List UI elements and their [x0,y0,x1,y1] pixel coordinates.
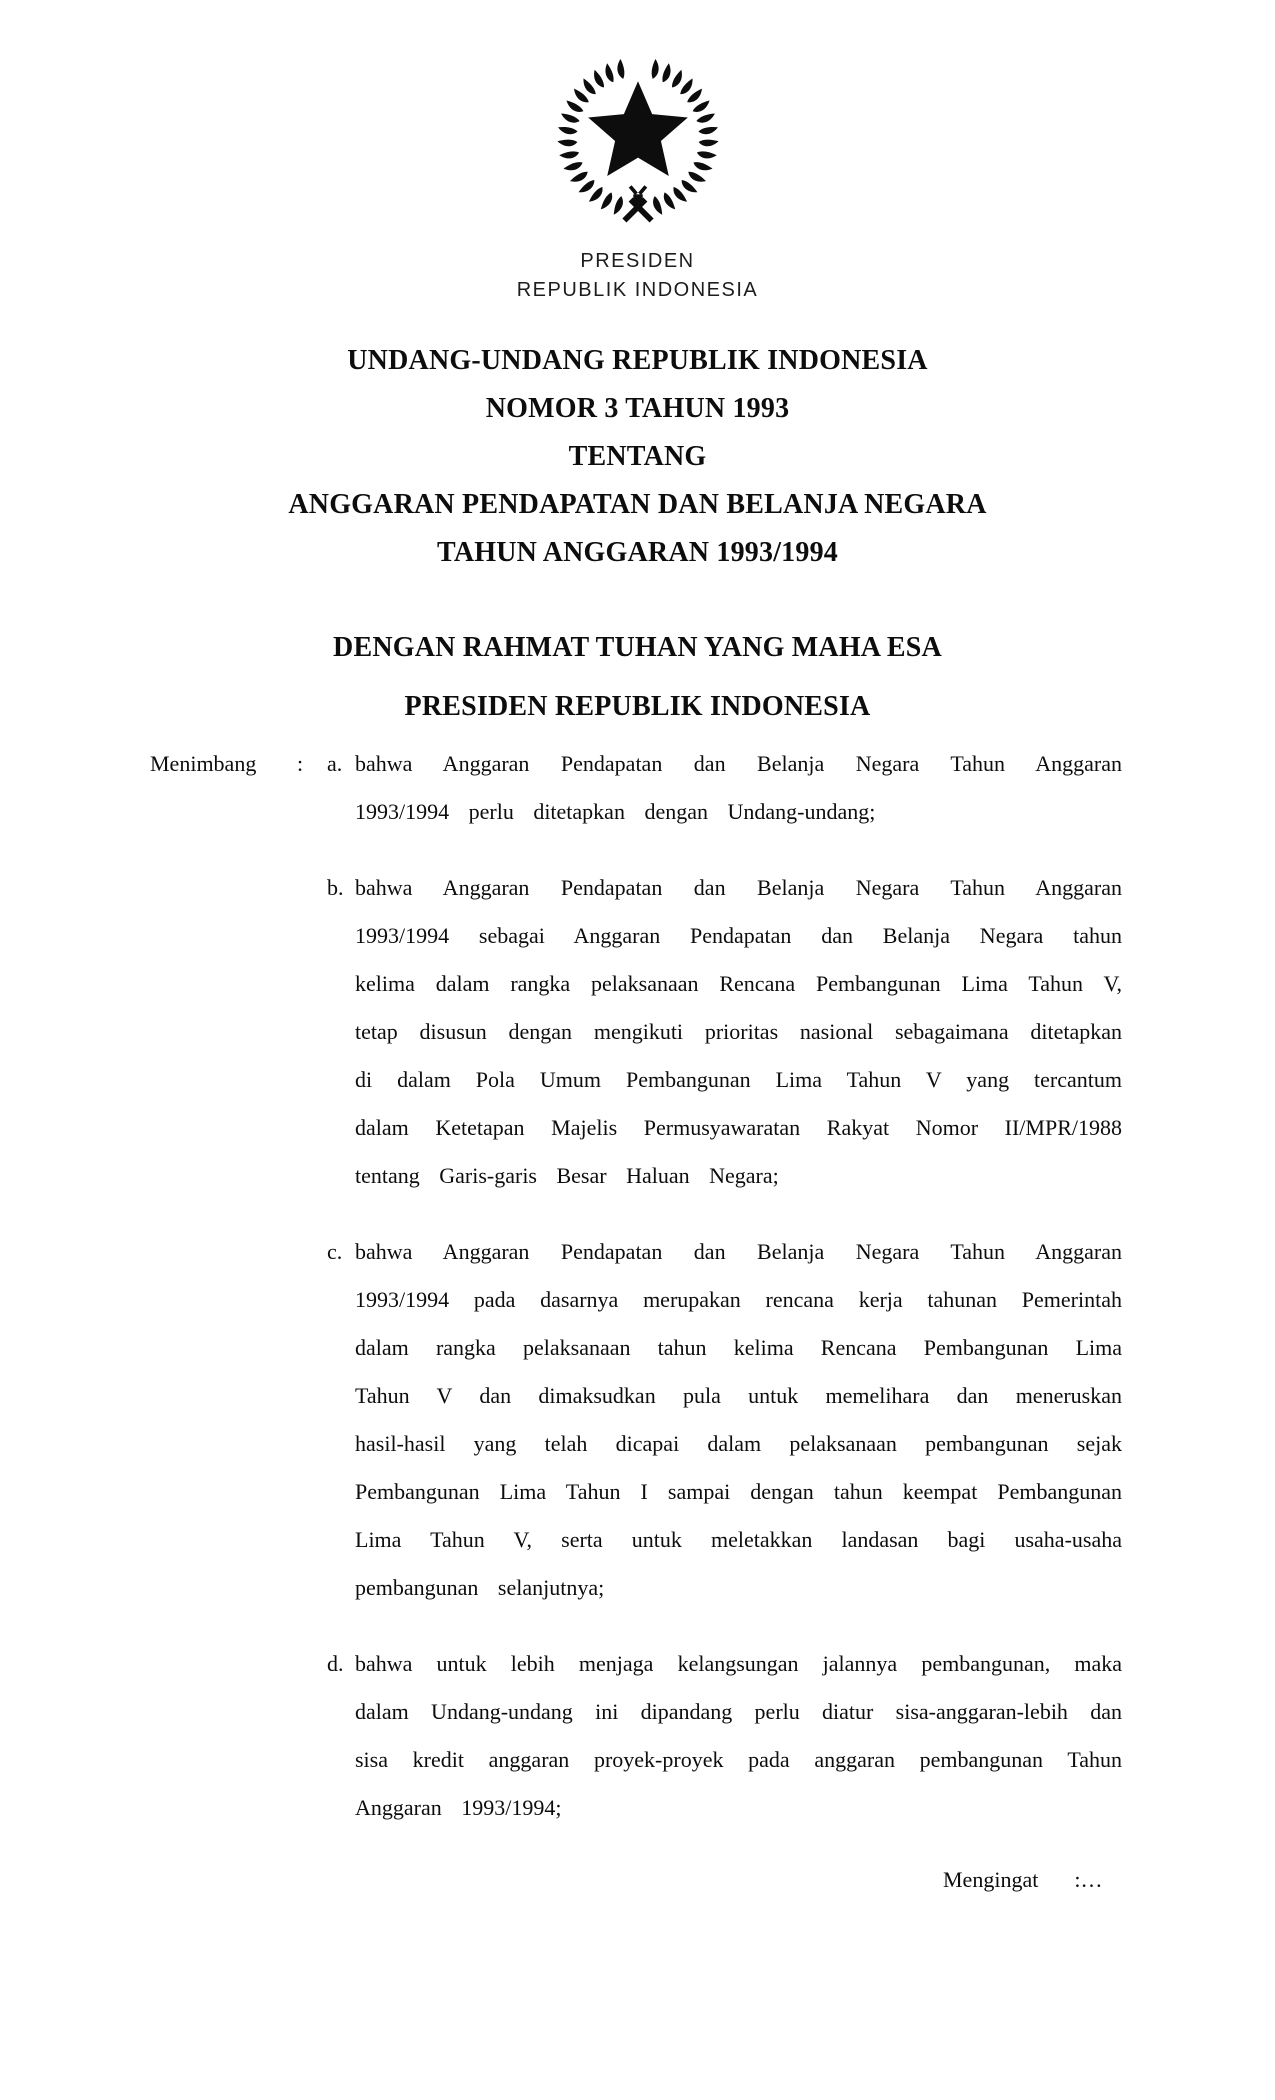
title-line-1: UNDANG-UNDANG REPUBLIK INDONESIA [347,345,928,376]
authority-text: PRESIDEN REPUBLIK INDONESIA [404,691,871,722]
considerations-section [150,740,1122,1832]
catchword-label: Mengingat [943,1867,1039,1892]
item-text: bahwa Anggaran Pendapatan dan Belanja Negara Tahun Anggaran 1993/1994 perlu ditetapkan dengan Undang-undang; [355,751,1122,824]
consideration-item-d [327,1640,1122,1832]
item-text: bahwa untuk lebih menjaga kelangsungan jalannya pembangunan, maka dalam Undang-undang ini dipandang perlu diatur sisa-anggaran-lebih dan sisa kredit anggaran proyek-proyek pada anggaran pembangunan Tahun Anggaran 1993/1994; [355,1651,1122,1820]
org-name-line2: REPUBLIK INDONESIA [516,279,759,301]
consideration-item-c [327,1228,1122,1612]
item-marker: d. [327,1651,344,1676]
considerations-colon: : [297,751,304,776]
considerations-list [327,740,1122,1832]
catchword-separator: :… [1074,1867,1103,1892]
letterhead [0,247,1275,305]
catchword [943,1856,1102,1904]
title-line-2: NOMOR 3 TAHUN 1993 [485,393,790,424]
title-line-3: TENTANG [568,441,707,472]
title-line-4: ANGGARAN PENDAPATAN DAN BELANJA NEGARA [288,489,987,520]
invocation-text: DENGAN RAHMAT TUHAN YANG MAHA ESA [333,632,942,663]
item-marker: c. [327,1239,343,1264]
org-name-line1: PRESIDEN [580,250,695,272]
item-text: bahwa Anggaran Pendapatan dan Belanja Negara Tahun Anggaran 1993/1994 sebagai Anggaran Pendapatan dan Belanja Negara tahun kelima dalam rangka pelaksanaan Rencana Pembangunan Lima Tahun V, tetap disusun dengan mengikuti prioritas nasional sebagaimana ditetapkan di dalam Pola Umum Pembangunan Lima Tahun V yang tercantum dalam Ketetapan Majelis Permusyawaratan Rakyat Nomor II/MPR/1988 tentang Garis-garis Besar Haluan Negara; [355,875,1122,1188]
considerations-label: Menimbang [150,751,257,776]
document-title [0,337,1275,577]
title-line-5: TAHUN ANGGARAN 1993/1994 [437,537,838,568]
item-text: bahwa Anggaran Pendapatan dan Belanja Negara Tahun Anggaran 1993/1994 pada dasarnya merupakan rencana kerja tahunan Pemerintah dalam rangka pelaksanaan tahun kelima Rencana Pembangunan Lima Tahun V dan dimaksudkan pula untuk memelihara dan meneruskan hasil-hasil yang telah dicapai dalam pelaksanaan pembangunan sejak Pembangunan Lima Tahun I sampai dengan tahun keempat Pembangunan Lima Tahun V, serta untuk meletakkan landasan bagi usaha-usaha pembangunan selanjutnya; [355,1239,1122,1600]
consideration-item-a [327,740,1122,836]
star-icon [588,81,688,176]
presidential-seal-icon [554,54,722,232]
wreath-ribbon-icon [624,186,651,220]
item-marker: a. [327,751,343,776]
item-marker: b. [327,875,344,900]
consideration-item-b [327,864,1122,1200]
